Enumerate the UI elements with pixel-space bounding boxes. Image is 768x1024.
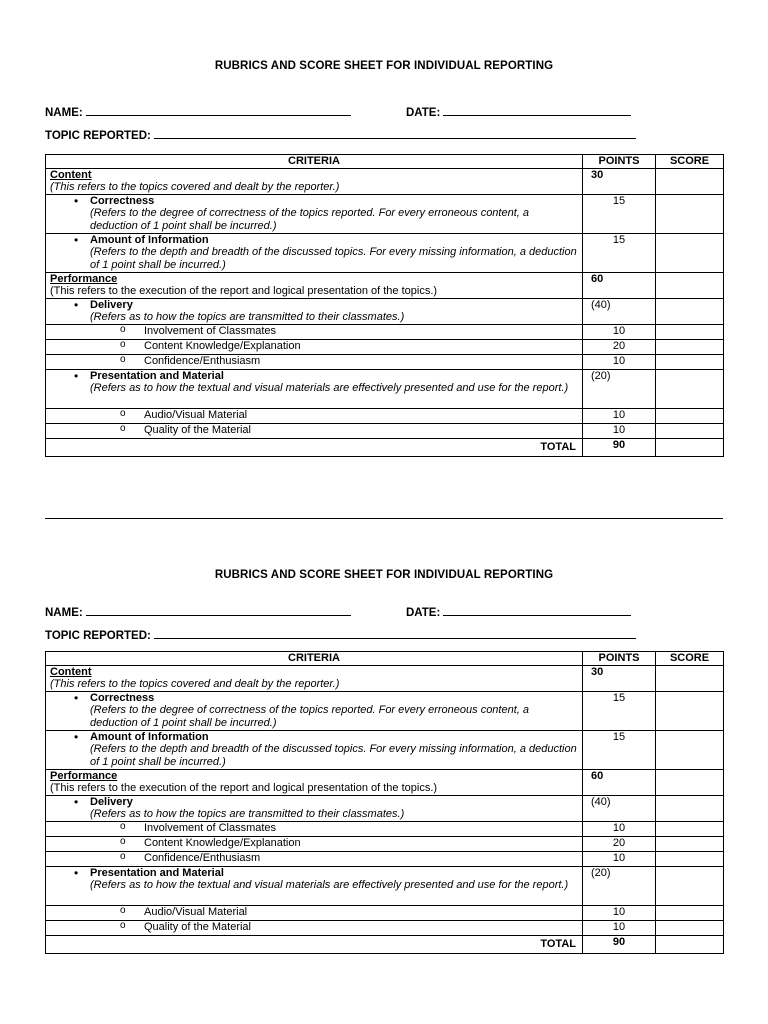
- presentation-title: • Presentation and Material: [90, 866, 224, 879]
- topic-label: TOPIC REPORTED:: [45, 130, 151, 142]
- delivery-item-label: o Confidence/Enthusiasm: [46, 851, 583, 866]
- total-row: [46, 438, 724, 456]
- delivery-item-row: [46, 324, 724, 339]
- delivery-item-row: [46, 836, 724, 851]
- date-label: DATE:: [406, 607, 441, 619]
- score-cell[interactable]: [656, 339, 724, 354]
- date-input-line[interactable]: [443, 104, 631, 116]
- presentation-item-label: o Quality of the Material: [46, 423, 583, 438]
- content-title: Content: [50, 168, 92, 181]
- content-row: [46, 168, 724, 194]
- score-cell[interactable]: [656, 272, 724, 298]
- sheet-title: RUBRICS AND SCORE SHEET FOR INDIVIDUAL REPORTING: [214, 60, 554, 72]
- delivery-item-label: o Content Knowledge/Explanation: [46, 339, 583, 354]
- presentation-item-row: [46, 408, 724, 423]
- content-title: Content: [50, 665, 92, 678]
- correctness-title: • Correctness: [90, 194, 155, 207]
- score-cell[interactable]: [656, 423, 724, 438]
- performance-title: Performance: [50, 769, 118, 782]
- correctness-points: 15: [583, 691, 656, 730]
- performance-criteria: [46, 769, 583, 795]
- topic-input-line[interactable]: [154, 127, 636, 139]
- delivery-points: (40): [583, 795, 656, 821]
- total-label: TOTAL: [46, 935, 583, 953]
- delivery-item-points: 20: [583, 339, 656, 354]
- name-label: NAME:: [45, 107, 83, 119]
- score-cell[interactable]: [656, 691, 724, 730]
- delivery-item-label: o Involvement of Classmates: [46, 324, 583, 339]
- score-cell[interactable]: [656, 665, 724, 691]
- amount-criteria: [46, 233, 583, 272]
- delivery-criteria: [46, 298, 583, 324]
- content-desc: (This refers to the topics covered and dealt by the reporter.): [50, 678, 340, 690]
- points-header: POINTS: [583, 155, 656, 169]
- score-cell[interactable]: [656, 298, 724, 324]
- name-input-line[interactable]: [86, 104, 351, 116]
- total-label: TOTAL: [46, 438, 583, 456]
- presentation-item-points: 10: [583, 423, 656, 438]
- score-cell[interactable]: [656, 821, 724, 836]
- delivery-desc: (Refers as to how the topics are transmitted to their classmates.): [90, 808, 405, 820]
- performance-desc: (This refers to the execution of the report and logical presentation of the topics.): [50, 285, 438, 297]
- score-cell[interactable]: [656, 851, 724, 866]
- amount-row: [46, 730, 724, 769]
- table-header-row: [46, 652, 724, 666]
- delivery-criteria: [46, 795, 583, 821]
- correctness-title: • Correctness: [90, 691, 155, 704]
- correctness-criteria: [46, 194, 583, 233]
- criteria-header: CRITERIA: [46, 155, 583, 169]
- amount-title: • Amount of Information: [90, 233, 209, 246]
- name-label: NAME:: [45, 607, 83, 619]
- name-field[interactable]: [45, 604, 351, 619]
- amount-criteria: [46, 730, 583, 769]
- correctness-desc: (Refers to the degree of correctness of the topics reported. For every erroneous content, a deduction of 1 point shall be incurred.): [90, 704, 530, 729]
- criteria-header: CRITERIA: [46, 652, 583, 666]
- delivery-item-points: 10: [583, 851, 656, 866]
- content-criteria: [46, 665, 583, 691]
- content-points: 30: [583, 168, 656, 194]
- presentation-desc: (Refers as to how the textual and visual materials are effectively presented and use for the report.): [90, 879, 569, 891]
- delivery-item-label: o Involvement of Classmates: [46, 821, 583, 836]
- presentation-item-label: o Quality of the Material: [46, 920, 583, 935]
- performance-row: [46, 272, 724, 298]
- performance-row: [46, 769, 724, 795]
- score-cell[interactable]: [656, 354, 724, 369]
- presentation-criteria: [46, 369, 583, 408]
- total-row: [46, 935, 724, 953]
- presentation-item-label: o Audio/Visual Material: [46, 905, 583, 920]
- presentation-title: • Presentation and Material: [90, 369, 224, 382]
- correctness-criteria: [46, 691, 583, 730]
- score-cell[interactable]: [656, 324, 724, 339]
- delivery-row: [46, 298, 724, 324]
- presentation-desc: (Refers as to how the textual and visual materials are effectively presented and use for the report.): [90, 382, 569, 394]
- presentation-row: [46, 866, 724, 905]
- score-cell[interactable]: [656, 905, 724, 920]
- performance-desc: (This refers to the execution of the report and logical presentation of the topics.): [50, 782, 438, 794]
- score-header: SCORE: [656, 155, 724, 169]
- score-cell[interactable]: [656, 836, 724, 851]
- presentation-row: [46, 369, 724, 408]
- delivery-item-label: o Content Knowledge/Explanation: [46, 836, 583, 851]
- amount-desc: (Refers to the depth and breadth of the discussed topics. For every missing information, a deduction of 1 point shall be incurred.): [90, 743, 577, 768]
- table-header-row: [46, 155, 724, 169]
- amount-title: • Amount of Information: [90, 730, 209, 743]
- correctness-desc: (Refers to the degree of correctness of the topics reported. For every erroneous content, a deduction of 1 point shall be incurred.): [90, 207, 530, 232]
- content-row: [46, 665, 724, 691]
- delivery-item-points: 20: [583, 836, 656, 851]
- score-cell[interactable]: [656, 795, 724, 821]
- cut-line-divider: [45, 518, 723, 519]
- amount-desc: (Refers to the depth and breadth of the discussed topics. For every missing information, a deduction of 1 point shall be incurred.): [90, 246, 577, 271]
- presentation-item-points: 10: [583, 905, 656, 920]
- delivery-item-row: [46, 339, 724, 354]
- presentation-points: (20): [583, 369, 656, 408]
- delivery-item-points: 10: [583, 821, 656, 836]
- total-points: 90: [583, 438, 656, 456]
- performance-title: Performance: [50, 272, 118, 285]
- correctness-row: [46, 194, 724, 233]
- presentation-item-points: 10: [583, 920, 656, 935]
- presentation-item-row: [46, 920, 724, 935]
- presentation-criteria: [46, 866, 583, 905]
- score-cell[interactable]: [656, 730, 724, 769]
- topic-label: TOPIC REPORTED:: [45, 630, 151, 642]
- date-field[interactable]: [406, 604, 631, 619]
- score-cell[interactable]: [656, 369, 724, 408]
- name-input-line[interactable]: [86, 604, 351, 616]
- delivery-row: [46, 795, 724, 821]
- content-criteria: [46, 168, 583, 194]
- presentation-item-row: [46, 423, 724, 438]
- topic-input-line[interactable]: [154, 627, 636, 639]
- delivery-item-row: [46, 851, 724, 866]
- score-cell[interactable]: [656, 920, 724, 935]
- delivery-item-row: [46, 821, 724, 836]
- presentation-item-points: 10: [583, 408, 656, 423]
- total-points: 90: [583, 935, 656, 953]
- score-cell[interactable]: [656, 168, 724, 194]
- delivery-title: • Delivery: [90, 298, 133, 311]
- delivery-desc: (Refers as to how the topics are transmitted to their classmates.): [90, 311, 405, 323]
- amount-row: [46, 233, 724, 272]
- delivery-item-row: [46, 354, 724, 369]
- delivery-item-label: o Confidence/Enthusiasm: [46, 354, 583, 369]
- correctness-row: [46, 691, 724, 730]
- presentation-points: (20): [583, 866, 656, 905]
- score-cell[interactable]: [656, 408, 724, 423]
- date-input-line[interactable]: [443, 604, 631, 616]
- performance-points: 60: [583, 272, 656, 298]
- presentation-item-row: [46, 905, 724, 920]
- score-cell[interactable]: [656, 866, 724, 905]
- delivery-points: (40): [583, 298, 656, 324]
- delivery-item-points: 10: [583, 324, 656, 339]
- points-header: POINTS: [583, 652, 656, 666]
- score-cell[interactable]: [656, 233, 724, 272]
- name-field[interactable]: [45, 104, 351, 119]
- content-points: 30: [583, 665, 656, 691]
- score-cell[interactable]: [656, 769, 724, 795]
- content-desc: (This refers to the topics covered and dealt by the reporter.): [50, 181, 340, 193]
- performance-criteria: [46, 272, 583, 298]
- score-header: SCORE: [656, 652, 724, 666]
- topic-field[interactable]: [45, 627, 636, 642]
- correctness-points: 15: [583, 194, 656, 233]
- total-score-cell[interactable]: [656, 438, 724, 456]
- rubric-table: [45, 154, 724, 457]
- rubric-table: [45, 651, 724, 954]
- topic-field[interactable]: [45, 127, 636, 142]
- date-field[interactable]: [406, 104, 631, 119]
- performance-points: 60: [583, 769, 656, 795]
- delivery-title: • Delivery: [90, 795, 133, 808]
- amount-points: 15: [583, 730, 656, 769]
- date-label: DATE:: [406, 107, 441, 119]
- total-score-cell[interactable]: [656, 935, 724, 953]
- sheet-title: RUBRICS AND SCORE SHEET FOR INDIVIDUAL REPORTING: [214, 569, 554, 581]
- delivery-item-points: 10: [583, 354, 656, 369]
- presentation-item-label: o Audio/Visual Material: [46, 408, 583, 423]
- amount-points: 15: [583, 233, 656, 272]
- score-cell[interactable]: [656, 194, 724, 233]
